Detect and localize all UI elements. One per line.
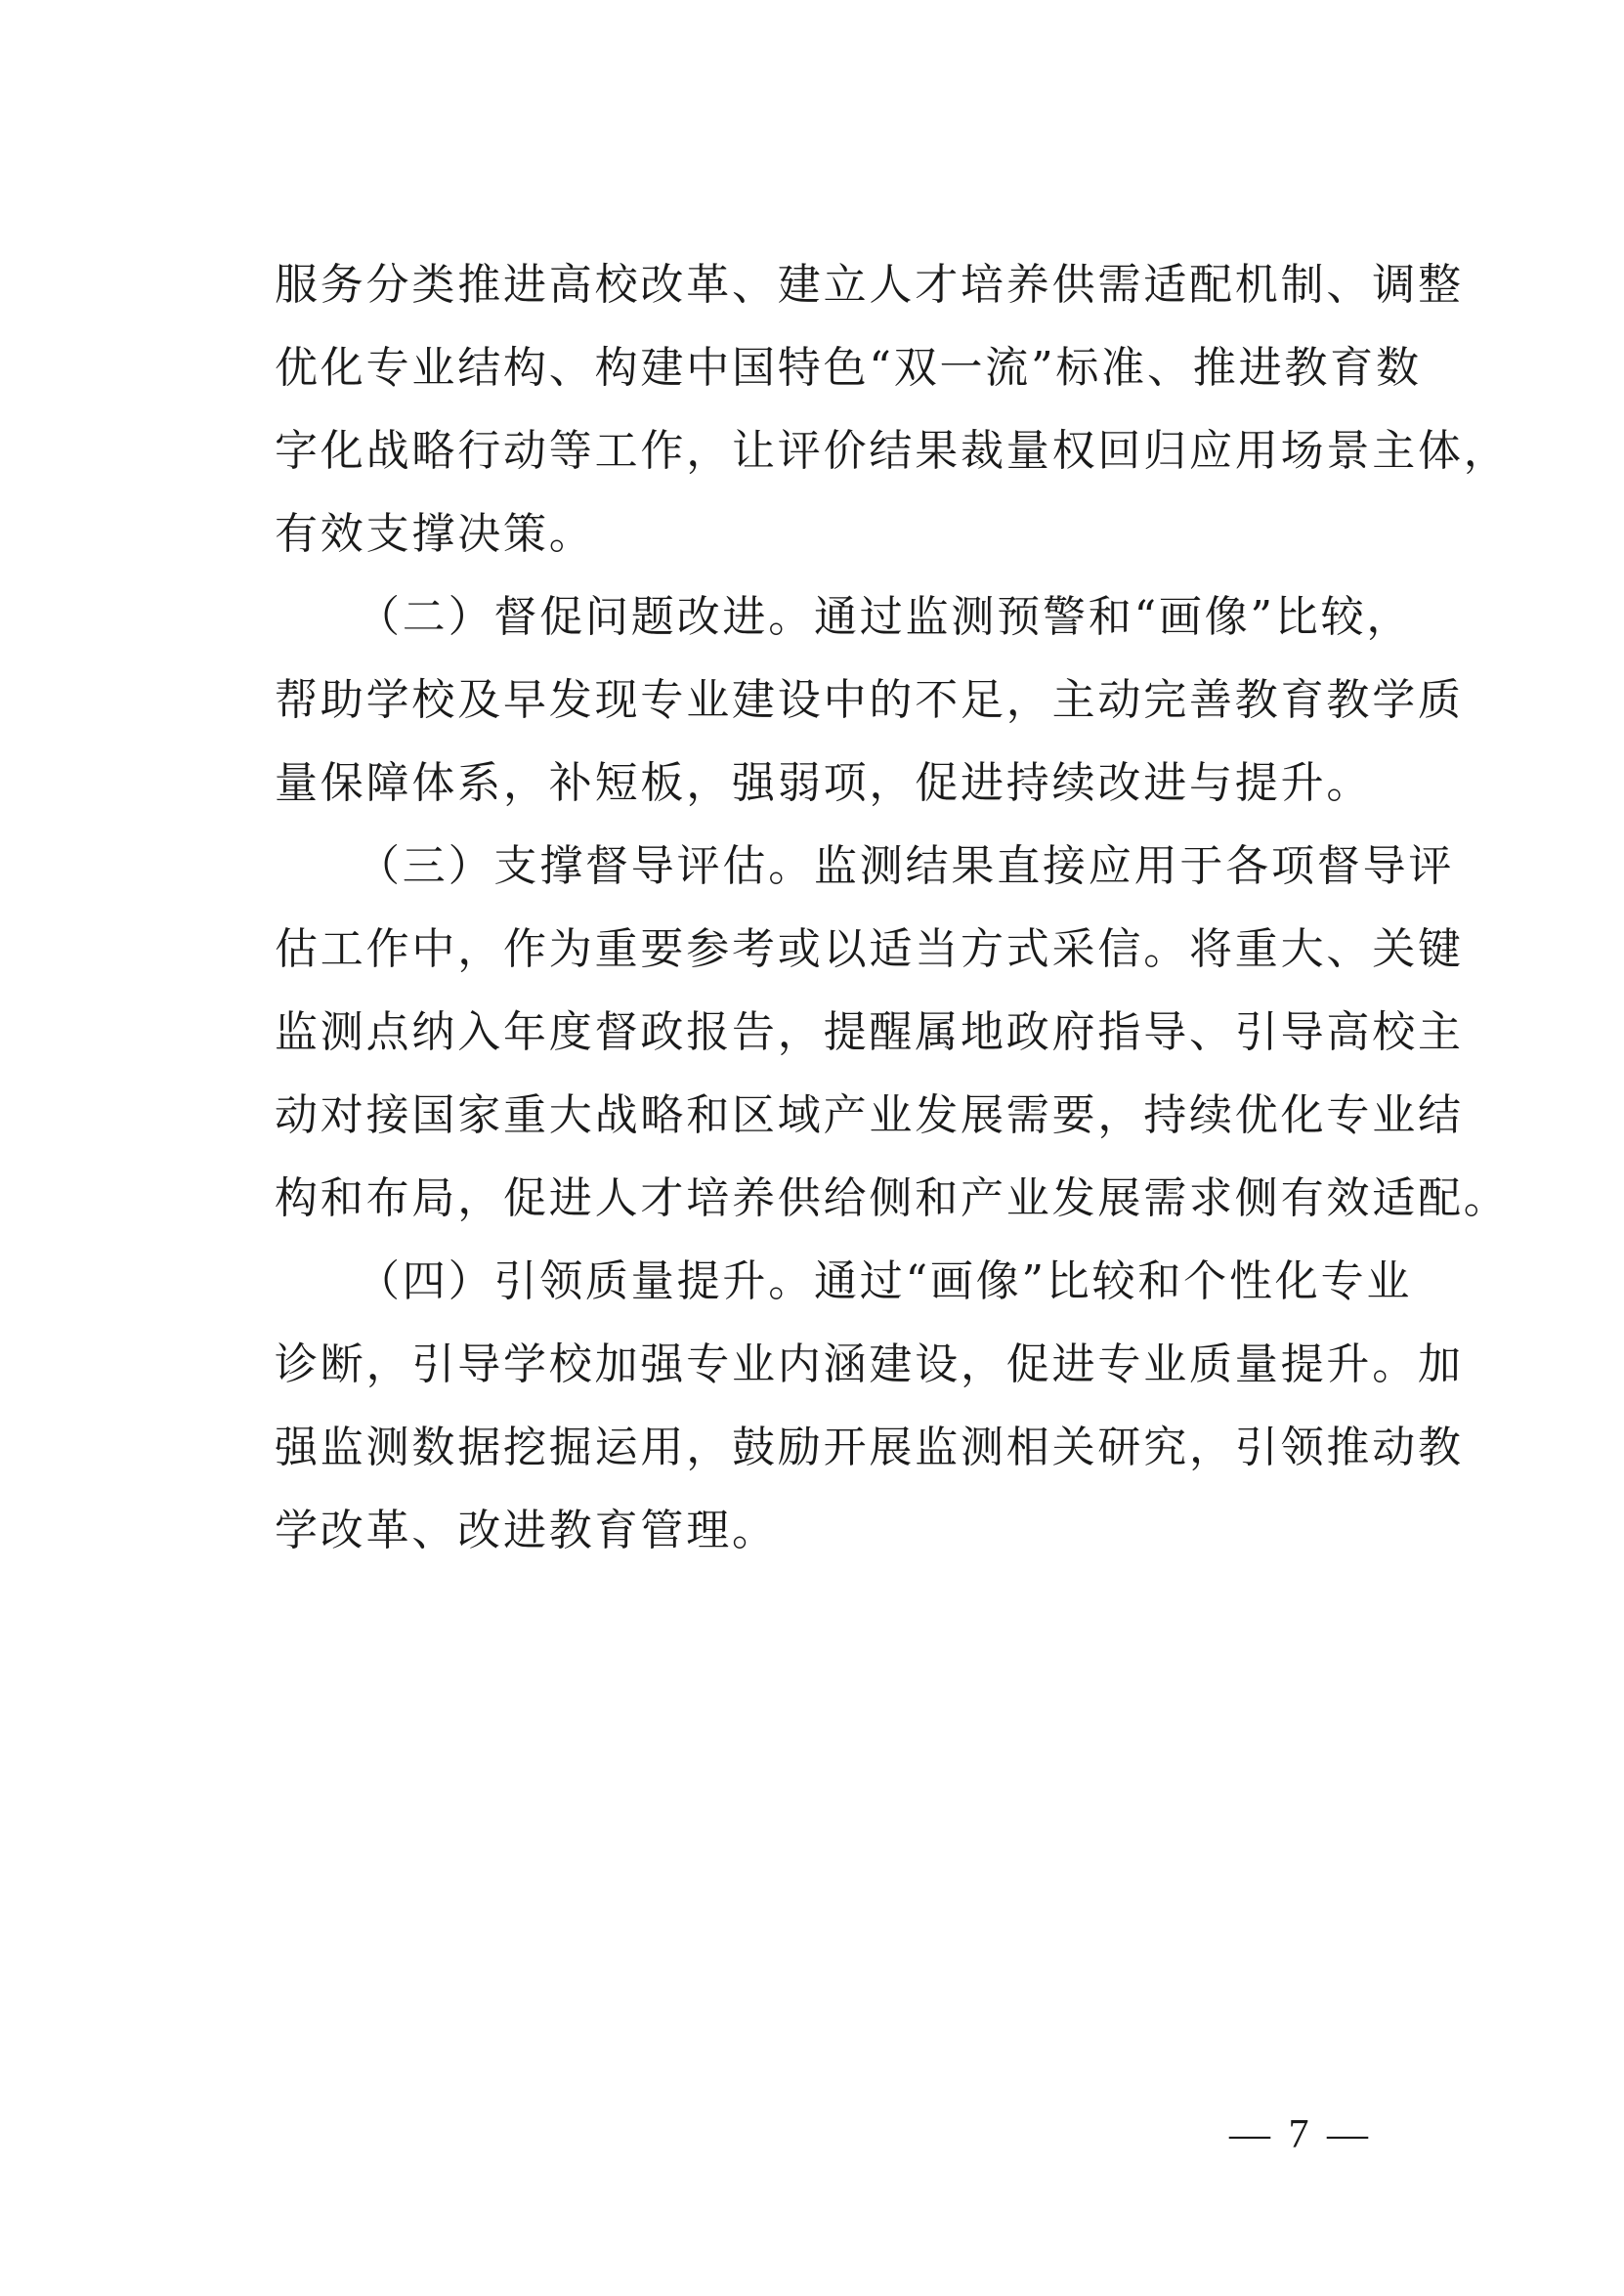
body-text-line: 服务分类推进高校改革、建立人才培养供需适配机制、调整 — [275, 260, 1464, 310]
section-four-heading-line: （四）引领质量提升。通过“画像”比较和个性化专业 — [357, 1256, 1413, 1306]
page-number: — 7 — — [1229, 2112, 1372, 2157]
body-text-line: 强监测数据挖掘运用，鼓励开展监测相关研究，引领推动教 — [275, 1423, 1464, 1472]
body-text-line: 构和布局，促进人才培养供给侧和产业发展需求侧有效适配。 — [275, 1173, 1510, 1223]
body-text-line: 优化专业结构、构建中国特色“双一流”标准、推进教育数 — [275, 343, 1422, 393]
body-text-line: 量保障体系，补短板，强弱项，促进持续改进与提升。 — [275, 758, 1373, 808]
body-text-line: 有效支撑决策。 — [275, 509, 595, 559]
section-three-heading-line: （三）支撑督导评估。监测结果直接应用于各项督导评 — [357, 841, 1455, 891]
body-text-line: 监测点纳入年度督政报告，提醒属地政府指导、引导高校主 — [275, 1007, 1464, 1057]
body-text-line: 动对接国家重大战略和区域产业发展需要，持续优化专业结 — [275, 1090, 1464, 1140]
body-text-line: 帮助学校及早发现专业建设中的不足，主动完善教育教学质 — [275, 675, 1464, 725]
body-text-line: 诊断，引导学校加强专业内涵建设，促进专业质量提升。加 — [275, 1339, 1464, 1389]
body-text-line: 估工作中，作为重要参考或以适当方式采信。将重大、关键 — [275, 924, 1464, 974]
section-two-heading-line: （二）督促问题改进。通过监测预警和“画像”比较， — [357, 592, 1413, 642]
body-text-line: 学改革、改进教育管理。 — [275, 1506, 778, 1555]
body-text-line: 字化战略行动等工作，让评价结果裁量权回归应用场景主体， — [275, 426, 1510, 476]
